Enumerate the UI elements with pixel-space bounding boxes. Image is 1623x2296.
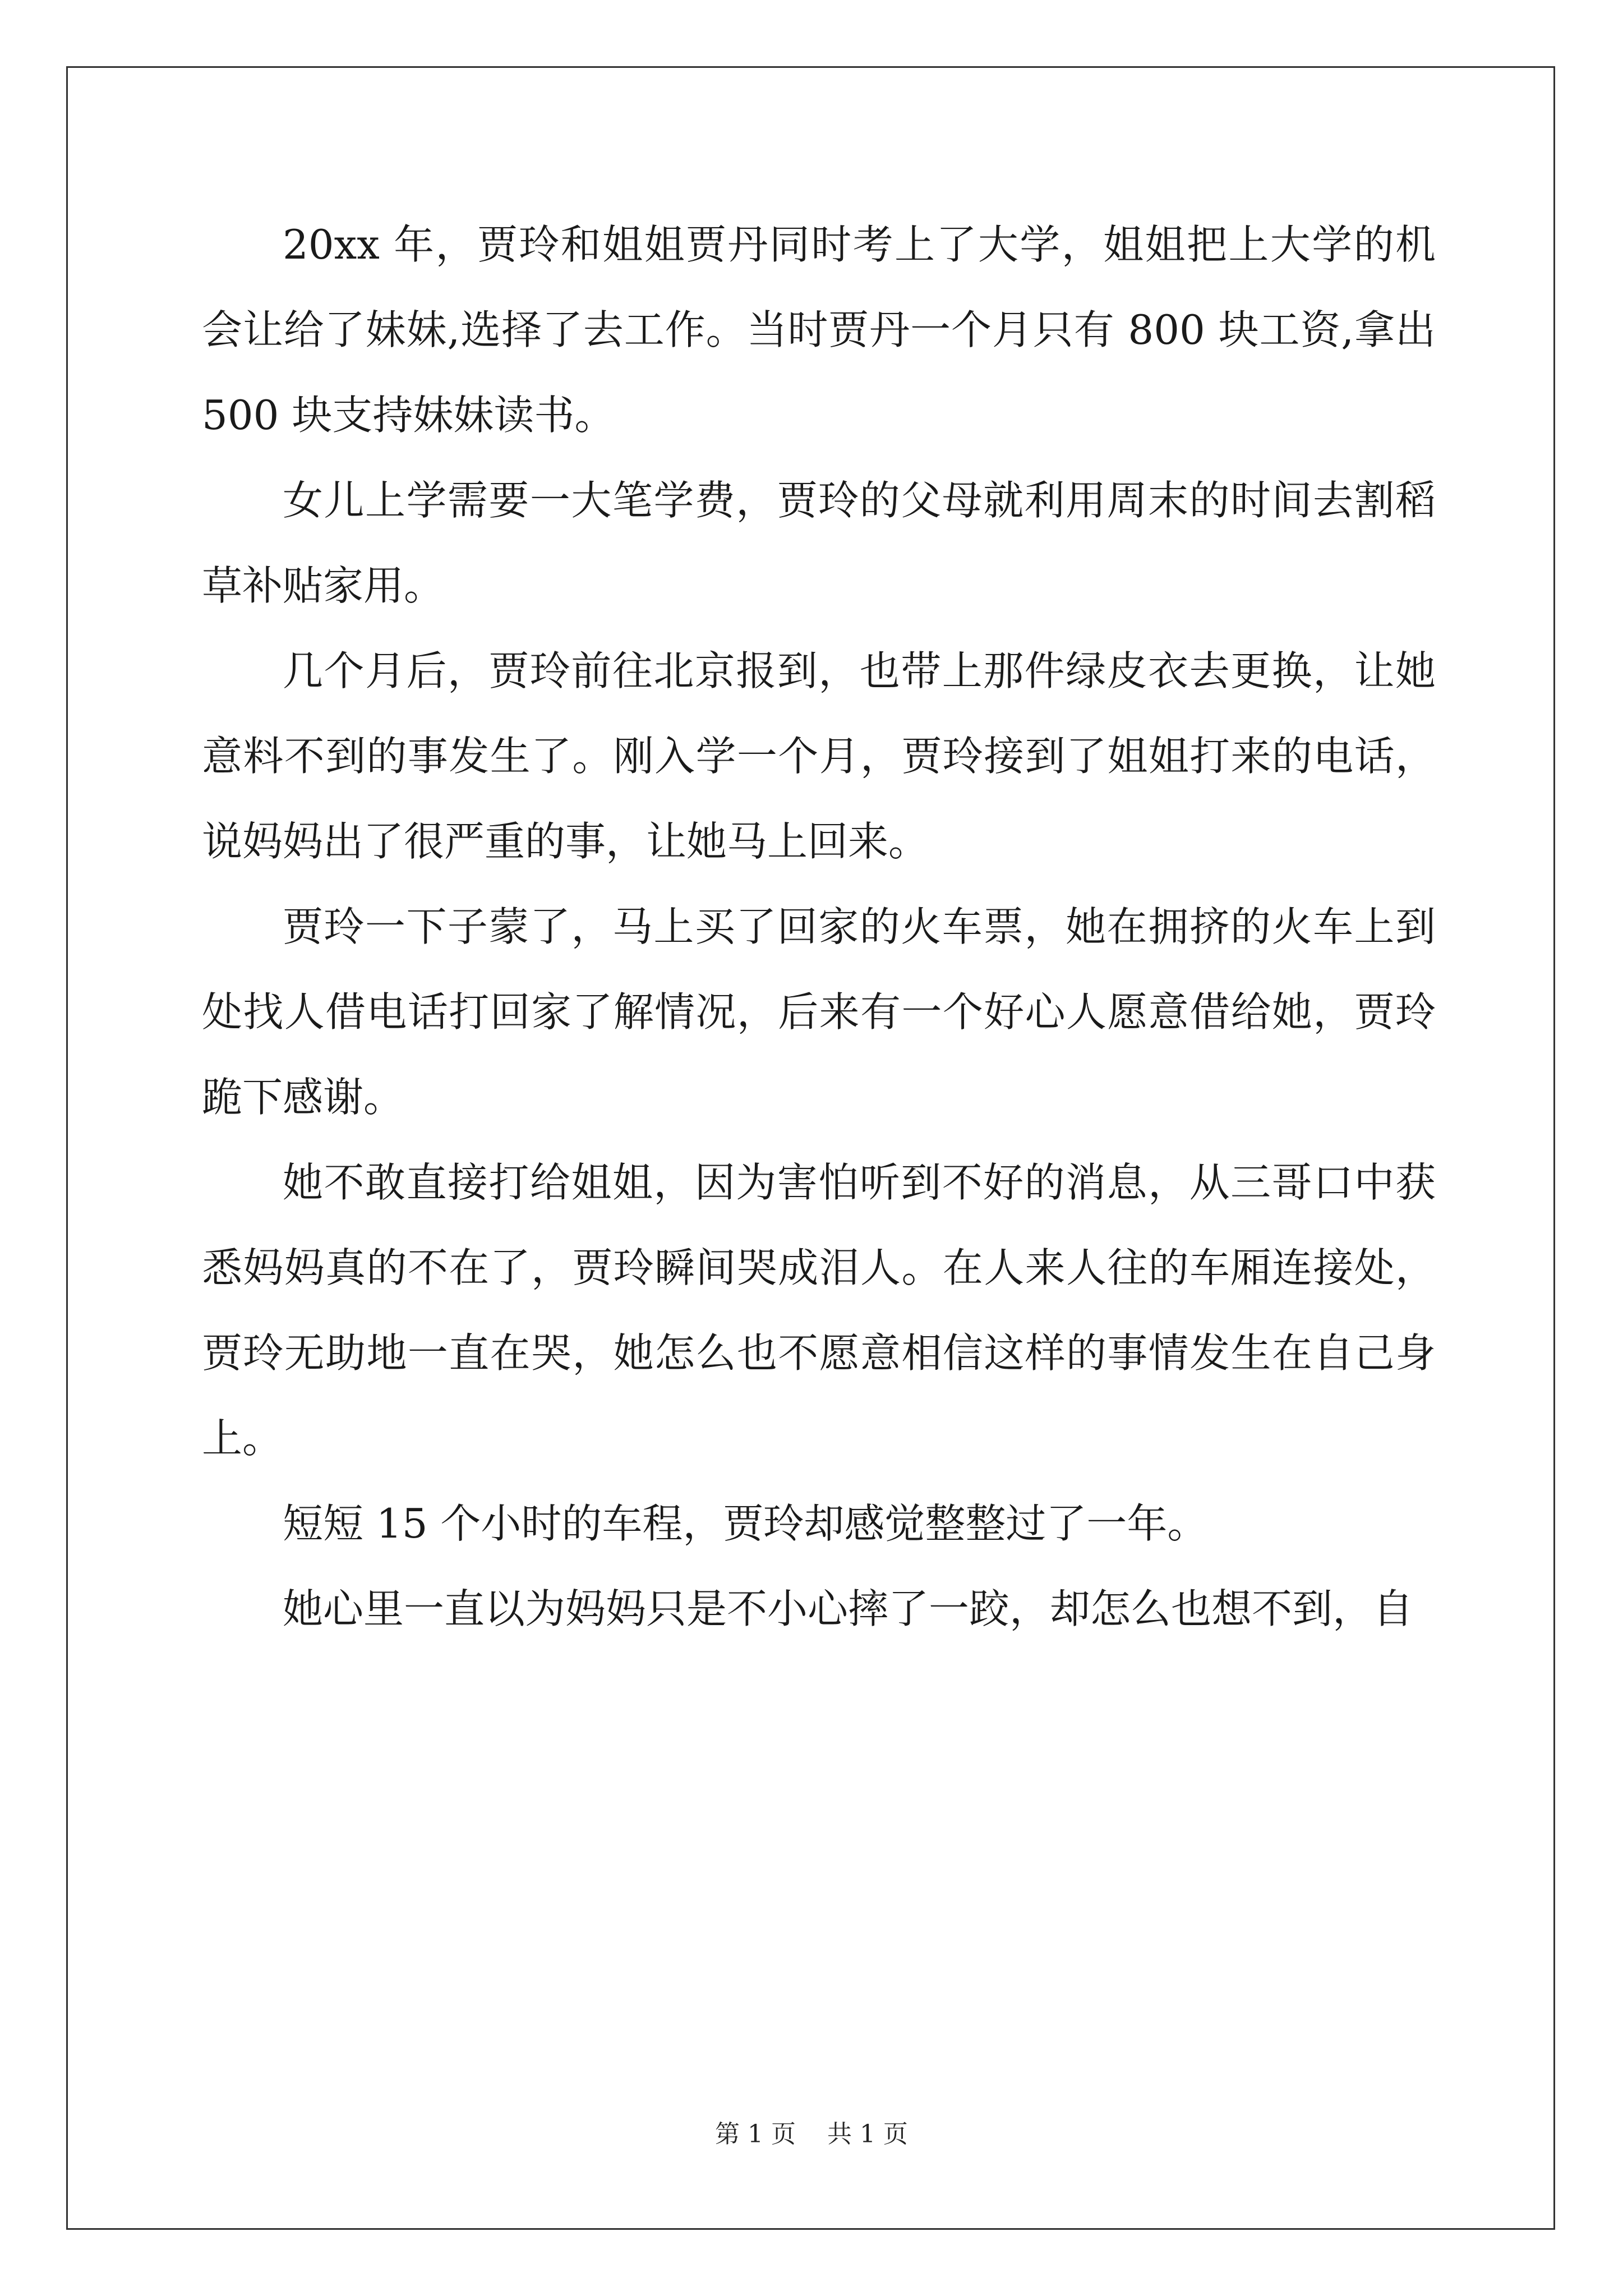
paragraph-2: 女儿上学需要一大笔学费，贾玲的父母就利用周末的时间去割稻草补贴家用。 (202, 477, 1436, 609)
page-footer: 第 1 页 共 1 页 (715, 2120, 908, 2148)
paragraph-1: 20xx 年，贾玲和姐姐贾丹同时考上了大学，姐姐把上大学的机会让给了妹妹,选择了去工作。当时贾丹一个月只有 800 块工资,拿出 500 块支持妹妹读书。 (202, 221, 1436, 439)
paragraph-3: 几个月后，贾玲前往北京报到，也带上那件绿皮衣去更换，让她意料不到的事发生了。刚入学一个月，贾玲接到了姐姐打来的电话，说妈妈出了很严重的事，让她马上回来。 (202, 647, 1436, 865)
paragraph-7: 她心里一直以为妈妈只是不小心摔了一跤，却怎么也想不到，自 (283, 1585, 1414, 1632)
document-body (202, 202, 1436, 1651)
paragraph-4: 贾玲一下子蒙了，马上买了回家的火车票，她在拥挤的火车上到处找人借电话打回家了解情况，后来有一个好心人愿意借给她，贾玲跪下感谢。 (202, 903, 1436, 1121)
paragraph-5: 她不敢直接打给姐姐，因为害怕听到不好的消息，从三哥口中获悉妈妈真的不在了，贾玲瞬间哭成泪人。在人来人往的车厢连接处，贾玲无助地一直在哭，她怎么也不愿意相信这样的事情发生在自己身上。 (202, 1159, 1436, 1462)
paragraph-6: 短短 15 个小时的车程，贾玲却感觉整整过了一年。 (283, 1500, 1208, 1547)
